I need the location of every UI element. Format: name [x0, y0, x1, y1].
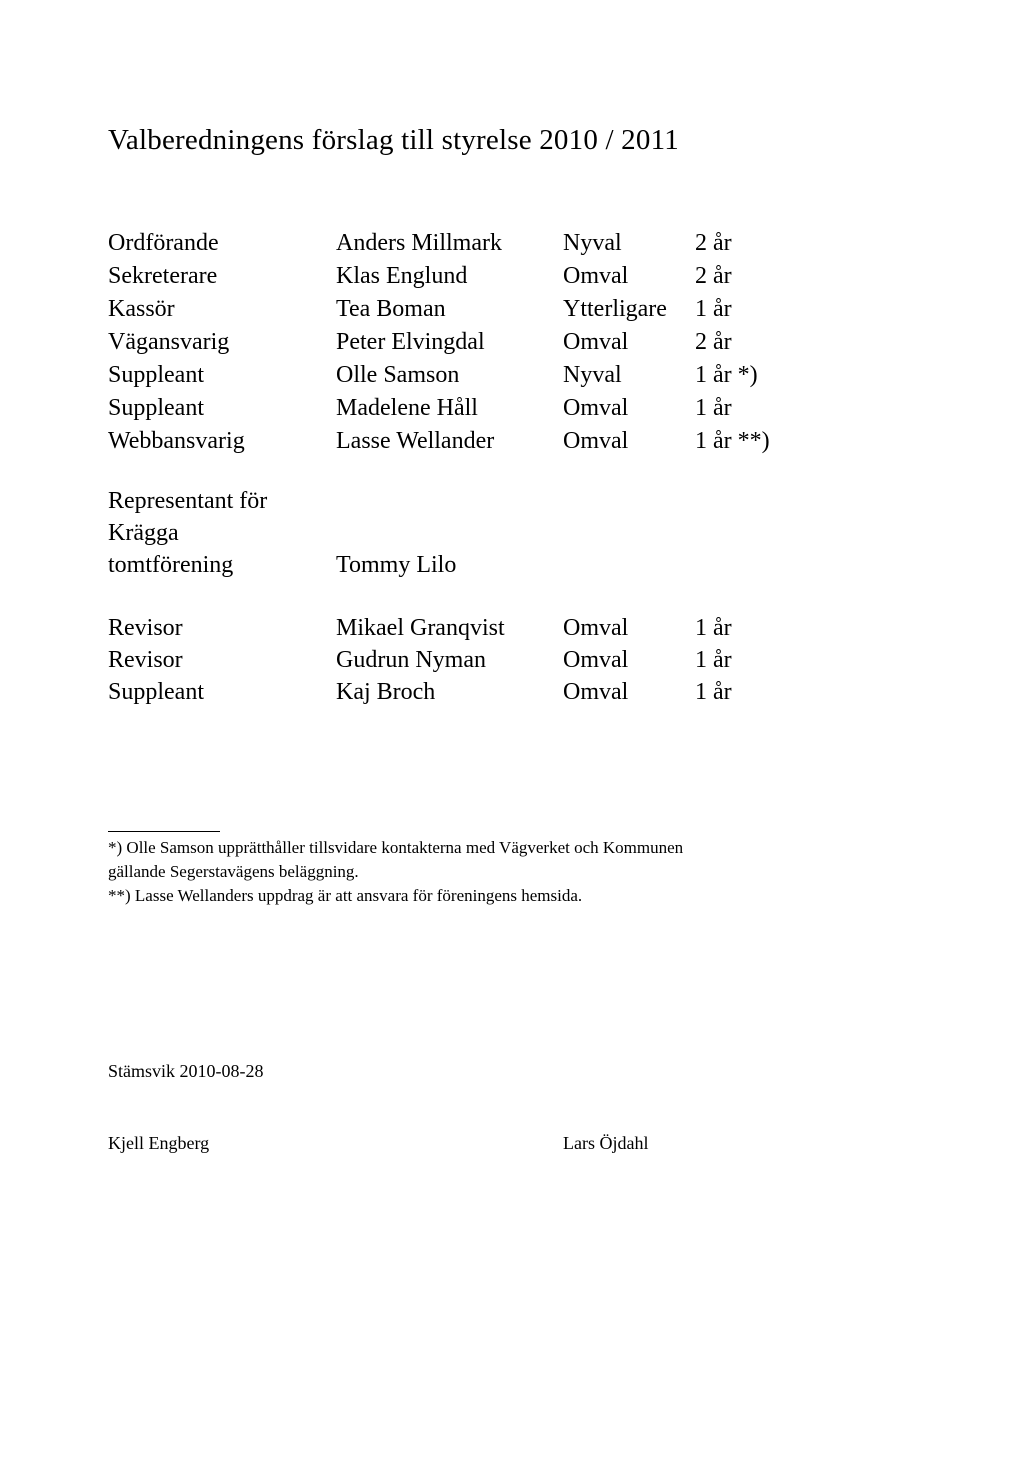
- election-type: Omval: [563, 329, 629, 355]
- person-name: Gudrun Nyman: [336, 647, 486, 673]
- election-type: Omval: [563, 647, 629, 673]
- person-name: Peter Elvingdal: [336, 329, 485, 355]
- role: Suppleant: [108, 679, 204, 705]
- person-name: Tea Boman: [336, 296, 446, 322]
- term: 1 år: [695, 615, 732, 641]
- term: 2 år: [695, 329, 732, 355]
- term: 1 år: [695, 395, 732, 421]
- board-row: [0, 362, 1024, 395]
- term: 2 år: [695, 263, 732, 289]
- auditor-row: [0, 647, 1024, 680]
- election-type: Nyval: [563, 230, 622, 256]
- election-type: Omval: [563, 615, 629, 641]
- board-row: [0, 263, 1024, 296]
- role: Ordförande: [108, 230, 219, 256]
- role: Revisor: [108, 615, 183, 641]
- term: 1 år **): [695, 428, 770, 454]
- role: Revisor: [108, 647, 183, 673]
- election-type: Nyval: [563, 362, 622, 388]
- role: Suppleant: [108, 362, 204, 388]
- representative-role-line: Krägga: [108, 520, 179, 546]
- board-row: [0, 428, 1024, 461]
- person-name: Mikael Granqvist: [336, 615, 505, 641]
- role: Kassör: [108, 296, 175, 322]
- person-name: Lasse Wellander: [336, 428, 495, 454]
- representative-name: Tommy Lilo: [336, 552, 457, 578]
- board-row: [0, 230, 1024, 263]
- signatory-name: Kjell Engberg: [108, 1133, 210, 1153]
- role: Vägansvarig: [108, 329, 230, 355]
- board-row: [0, 296, 1024, 329]
- board-row: [0, 329, 1024, 362]
- representative-role-line: Representant för: [108, 488, 268, 514]
- election-type: Omval: [563, 679, 629, 705]
- role: Sekreterare: [108, 263, 218, 289]
- election-type: Omval: [563, 263, 629, 289]
- footnote-1-continued: gällande Segerstavägens beläggning.: [108, 862, 359, 881]
- signatory-name: Lars Öjdahl: [563, 1133, 649, 1153]
- person-name: Kaj Broch: [336, 679, 436, 705]
- election-type: Omval: [563, 395, 629, 421]
- auditor-row: [0, 615, 1024, 648]
- person-name: Madelene Håll: [336, 395, 478, 421]
- person-name: Klas Englund: [336, 263, 468, 289]
- auditor-row: [0, 679, 1024, 712]
- person-name: Olle Samson: [336, 362, 460, 388]
- representative-role-line: tomtförening: [108, 552, 234, 578]
- board-row: [0, 395, 1024, 428]
- term: 1 år *): [695, 362, 758, 388]
- term: 2 år: [695, 230, 732, 256]
- term: 1 år: [695, 647, 732, 673]
- election-type: Omval: [563, 428, 629, 454]
- document-title: Valberedningens förslag till styrelse 2010 / 2011: [108, 124, 679, 156]
- role: Webbansvarig: [108, 428, 245, 454]
- term: 1 år: [695, 296, 732, 322]
- role: Suppleant: [108, 395, 204, 421]
- term: 1 år: [695, 679, 732, 705]
- footnote-2: **) Lasse Wellanders uppdrag är att ansvara för föreningens hemsida.: [108, 886, 583, 905]
- place-date: Stämsvik 2010-08-28: [108, 1061, 264, 1081]
- person-name: Anders Millmark: [336, 230, 502, 256]
- footnote-1: *) Olle Samson upprätthåller tillsvidare kontakterna med Vägverket och Kommunen: [108, 838, 684, 857]
- footnote-divider: [108, 831, 220, 832]
- election-type: Ytterligare: [563, 296, 667, 322]
